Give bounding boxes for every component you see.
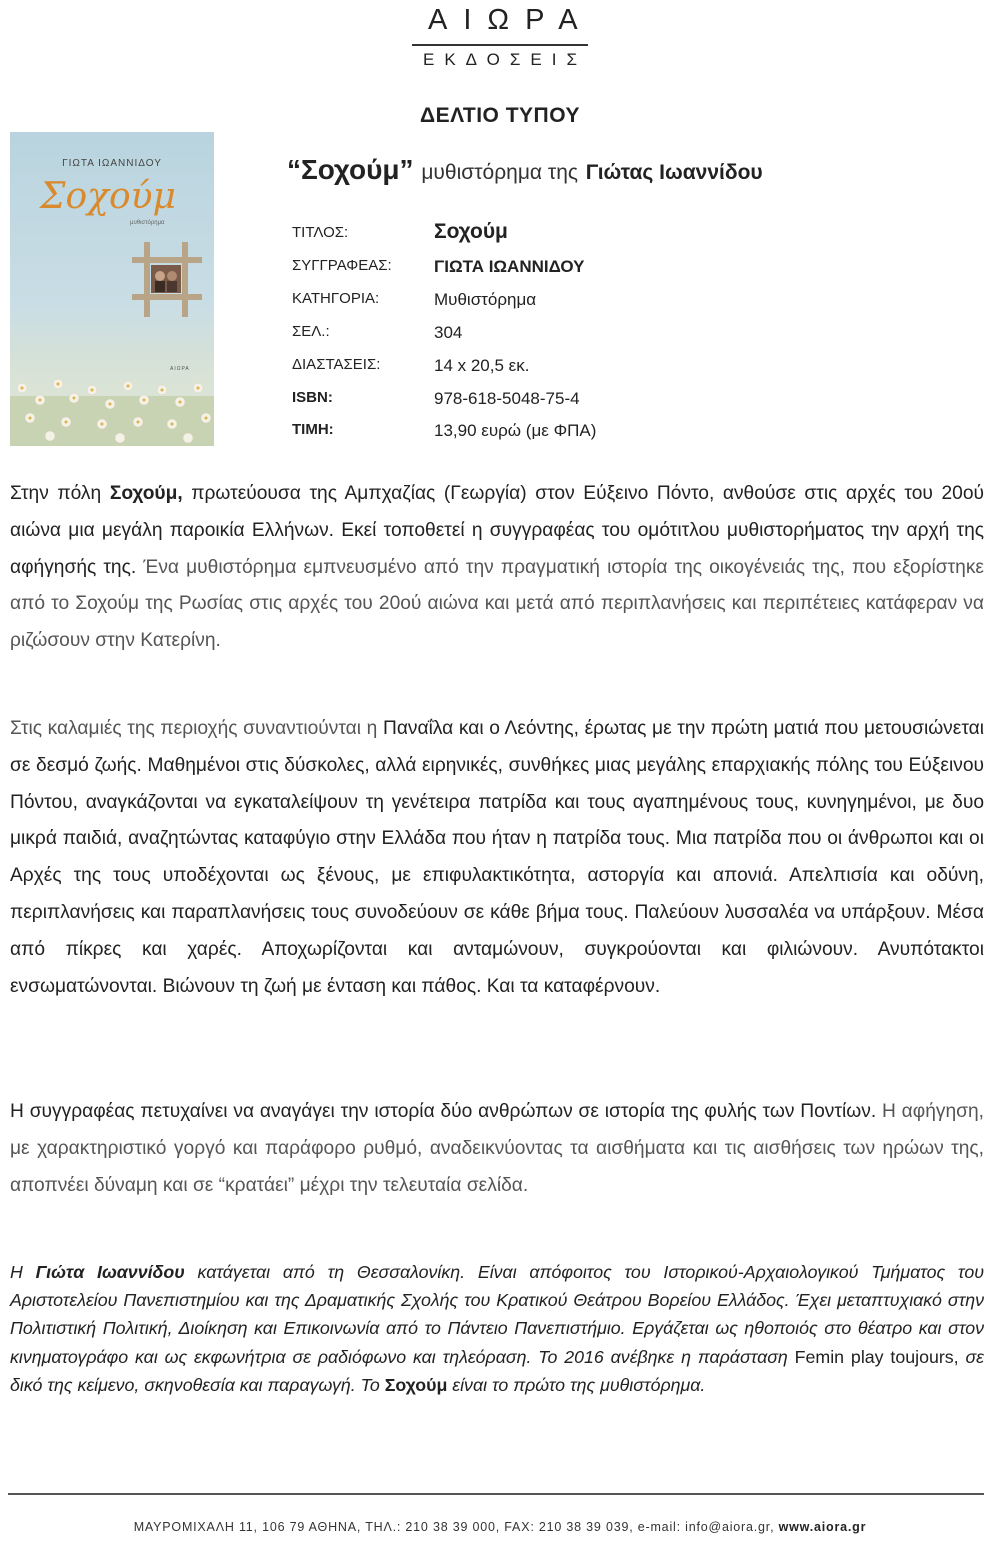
cover-genre: μυθιστόρημα <box>130 220 165 226</box>
para1-text: Στην πόλη <box>10 483 110 504</box>
book-cover-image <box>10 132 214 446</box>
para1-text: πρωτεύουσα της Αμπχαζίας (Γεωργία) στον Εύξεινο Πόντο, ανθούσε στις αρχές του 20ού αιώνα μια μεγάλη παροικία Ελλήνων. Εκεί τοποθετεί η συγγραφέας του ομότιτλου μυθιστορήματος την αρχή της αφήγησής της. <box>10 483 984 578</box>
paragraph-review <box>10 1094 984 1204</box>
footer-divider <box>8 1493 984 1495</box>
headline-by: μυθιστόρημα της <box>421 161 578 184</box>
logo-title: ΑΙΩΡΑ <box>428 4 594 36</box>
cover-title: Σοχούμ <box>40 176 176 217</box>
book-headline <box>287 154 763 186</box>
press-release-title: ΔΕΛΤΙΟ ΤΥΠΟΥ <box>420 104 580 127</box>
para3-text: Η συγγραφέας πετυχαίνει να αναγάγει την ιστορία δύο ανθρώπων σε ιστορία της φυλής των Ποντίων. <box>10 1101 877 1122</box>
bio-author-name: Γιώτα Ιωαννίδου <box>35 1262 185 1282</box>
paragraph-story <box>10 711 984 1005</box>
info-label: ΣΥΓΓΡΑΦΕΑΣ: <box>292 257 392 274</box>
footer-address: ΜΑΥΡΟΜΙΧΑΛΗ 11, 106 79 ΑΘΗΝΑ, ΤΗΛ.: 210 38 39 000, FAX: 210 38 39 039, e-mail: info@aiora.gr, <box>133 1520 779 1534</box>
footer-contact <box>0 1520 1000 1534</box>
info-value: Μυθιστόρημα <box>434 290 537 309</box>
author-bio <box>10 1258 984 1399</box>
info-value: Σοχούμ <box>434 220 508 243</box>
info-value: 14 x 20,5 εκ. <box>434 356 530 375</box>
bio-text: κατάγεται από τη Θεσσαλονίκη. Είναι απόφοιτος του Ιστορικού-Αρχαιολογικού Τμήματος του Αριστοτελείου Πανεπιστημίου και της Δραματικής Σχολής του Κρατικού Θεάτρου Βορείου Ελλάδος. Έχει μεταπτυχιακό στην Πολιτιστική Πολιτική, Διοίκηση και Επικοινωνία από το Πάντειο Πανεπιστήμιο. Εργάζεται ως ηθοποιός στο θέατρο και στον κινηματογράφο και ως εκφωνήτρια σε ραδιόφωνο και τηλεόραση. Το 2016 ανέβηκε η παράσταση <box>10 1262 984 1367</box>
cover-author: ΓΙΩΤΑ ΙΩΑΝΝΙΔΟΥ <box>62 158 162 169</box>
para1-city: Σοχούμ, <box>109 483 183 504</box>
cover-flowers-illustration <box>10 366 214 446</box>
bio-text: είναι το πρώτο της μυθιστόρημα. <box>447 1374 706 1395</box>
footer-website-link[interactable]: www.aiora.gr <box>778 1520 867 1534</box>
bio-text: Η <box>10 1262 36 1282</box>
info-label: ISBN: <box>292 389 333 406</box>
info-label: ΣΕΛ.: <box>292 323 330 340</box>
info-label: ΔΙΑΣΤΑΣΕΙΣ: <box>292 356 381 373</box>
info-label: ΤΙΤΛΟΣ: <box>292 224 349 241</box>
bio-play-title: Femin play toujours, <box>794 1346 959 1367</box>
para2-text: Παναΐλα και ο Λεόντης, έρωτας με την πρώτη ματιά που μετουσιώνεται σε δεσμό ζωής. Μαθημένοι στις δύσκολες, αλλά ειρηνικές, συνθήκες μιας μεγάλης επαρχιακής πόλης του Εύξεινου Πόντου, αναγκάζονται να εγκαταλείψουν τη γενέτειρα πατρίδα και τους αγαπημένους τους, κυνηγημένοι, με δυο μικρά παιδιά, αναζητώντας καταφύγιο στην Ελλάδα που ήταν η πατρίδα τους. Μια πατρίδα που οι άνθρωποι και οι Αρχές της τους υποδέχονται ως ξένους, με επιφυλακτικότητα, αστοργία και απονιά. Απελπισία και οδύνη, περιπλανήσεις και παραπλανήσεις τους συνοδεύουν σε κάθε βήμα τους. Παλεύουν λυσσαλέα να υπάρξουν. Μέσα από πίκρες και χαρές. Αποχωρίζονται και ανταμώνουν, συγκρούονται και φιλιώνουν. Ανυπότακτοι ενσωματώνονται. Βιώνουν τη ζωή με ένταση και πάθος. Και τα καταφέρνουν. <box>10 718 984 997</box>
para1-text-grey: Ένα μυθιστόρημα εμπνευσμένο από την πραγματική ιστορία της οικογένειάς της, που εξορίστηκε από το Σοχούμ της Ρωσίας στις αρχές του 20ού αιώνα και μετά από περιπλανήσεις και περιπέτειες κατάφεραν να ριζώσουν στην Κατερίνη. <box>10 556 984 652</box>
logo-divider <box>412 44 588 46</box>
headline-title: “Σοχούμ” <box>287 154 414 185</box>
bio-book-title: Σοχούμ <box>384 1374 448 1395</box>
info-value: 304 <box>434 323 463 342</box>
headline-author: Γιώτας Ιωαννίδου <box>585 161 763 184</box>
info-value: ΓΙΩΤΑ ΙΩΑΝΝΙΔΟΥ <box>434 257 585 276</box>
cover-publisher: ΑΙΩΡΑ <box>170 366 190 372</box>
paragraph-intro <box>10 476 984 660</box>
para3-text-grey: Η αφήγηση, με χαρακτηριστικό γοργό και παράφορο ρυθμό, αναδεικνύοντας τα αισθήματα και τις αισθήσεις των ηρώων της, αποπνέει δύναμη και σε “κρατάει” μέχρι την τελευταία σελίδα. <box>10 1101 984 1196</box>
bio-text: σε δικό της κείμενο, σκηνοθεσία και παραγωγή. Το <box>10 1346 984 1395</box>
info-label: ΤΙΜΗ: <box>292 421 334 438</box>
logo-subtitle: ΕΚΔΟΣΕΙΣ <box>423 50 587 69</box>
info-value: 978-618-5048-75-4 <box>434 389 580 408</box>
info-label: ΚΑΤΗΓΟΡΙΑ: <box>292 290 380 307</box>
para2-text-grey: Στις καλαμιές της περιοχής συναντιούνται η <box>10 718 378 739</box>
cover-window-illustration <box>122 232 212 322</box>
info-value: 13,90 ευρώ (με ΦΠΑ) <box>434 421 597 440</box>
